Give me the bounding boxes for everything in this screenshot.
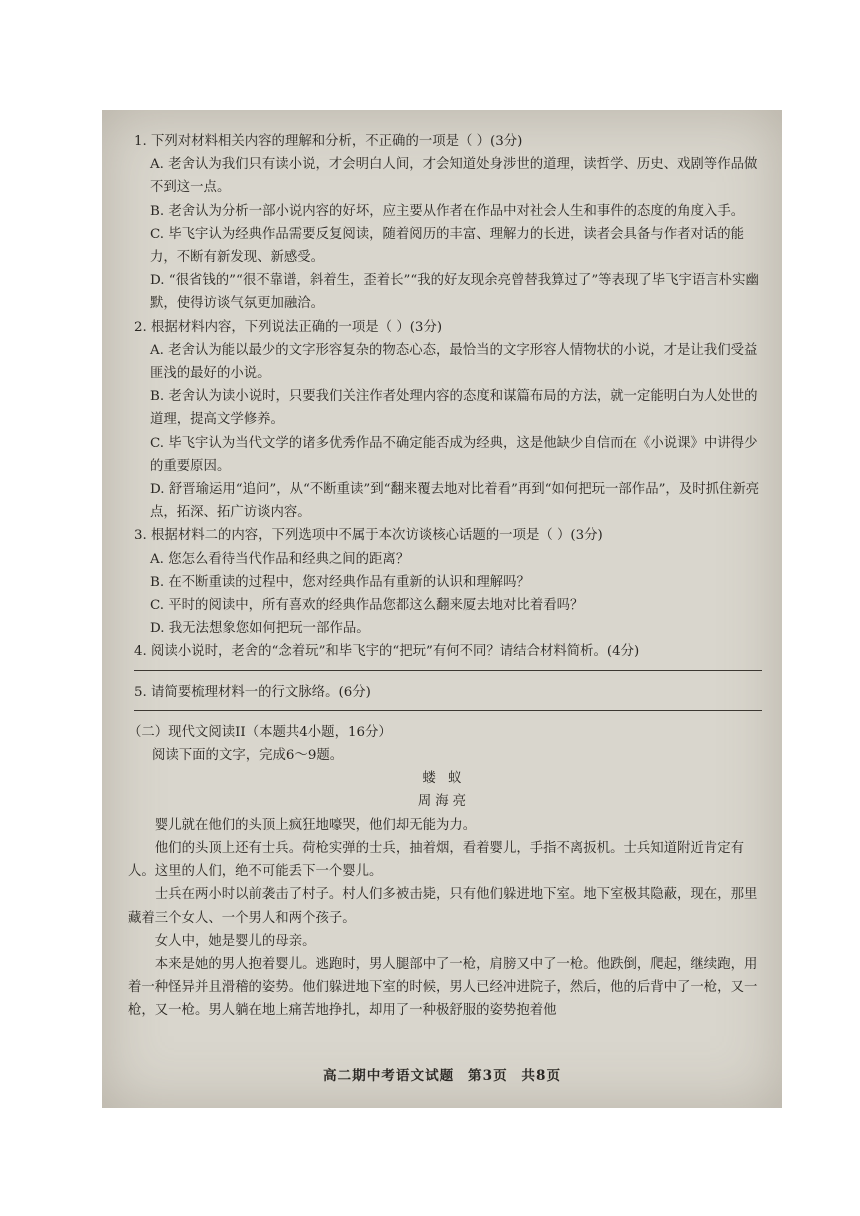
question-3-option-b: B. 在不断重读的过程中，您对经典作品有重新的认识和理解吗？	[150, 574, 530, 590]
question-1-option-b: B. 老舍认为分析一部小说内容的好坏，应主要从作者在作品中对社会人生和事件的态度的角度入手。	[150, 203, 745, 219]
story-paragraph-2: 他们的头顶上还有士兵。荷枪实弹的士兵，抽着烟，看着婴儿，手指不离扳机。士兵知道附近肯定有人。这里的人们，绝不可能丢下一个婴儿。	[128, 840, 744, 880]
story-title: 蝼 蚁	[422, 771, 466, 787]
story-paragraph-5: 本来是她的男人抱着婴儿。逃跑时，男人腿部中了一枪，肩膀又中了一枪。他跌倒，爬起，继续跑，用着一种怪异并且滑稽的姿势。他们躲进地下室的时候，男人已经冲进院子，然后，他的后背中了一枪，又一枪，又一枪。男人躺在地上痛苦地挣扎，却用了一种极舒服的姿势抱着他	[128, 956, 758, 1019]
question-5-stem: 5. 请简要梳理材料一的行文脉络。(6分)	[134, 684, 371, 700]
question-3-stem: 3. 根据材料二的内容，下列选项中不属于本次访谈核心话题的一项是（ ）(3分)	[134, 528, 603, 544]
footer-total-pages: 共8页	[521, 1068, 562, 1084]
question-4-stem: 4. 阅读小说时，老舍的“念着玩”和毕飞宇的“把玩”有何不同？请结合材料简析。(4分)	[134, 644, 640, 660]
question-1-option-c: C. 毕飞宇认为经典作品需要反复阅读，随着阅历的丰富、理解力的长进，读者会具备与作者对话的能力，不断有新发现、新感受。	[150, 226, 745, 266]
question-3-option-d: D. 我无法想象您如何把玩一部作品。	[150, 621, 370, 637]
exam-page	[102, 110, 782, 1108]
question-1-option-a: A. 老舍认为我们只有读小说，才会明白人间，才会知道处身涉世的道理，读哲学、历史、戏剧等作品做不到这一点。	[150, 157, 758, 196]
question-4-answer-line	[134, 670, 762, 671]
footer-page-number: 第3页	[468, 1068, 508, 1084]
question-5-answer-line	[134, 710, 762, 711]
page-footer	[102, 1064, 782, 1084]
page-content	[124, 130, 764, 1023]
question-3-option-c: C. 平时的阅读中，所有喜欢的经典作品您都这么翻来厦去地对比着看吗？	[150, 598, 584, 614]
question-2-option-d: D. 舒晋瑜运用“追问”，从“不断重读”到“翻来覆去地对比着看”再到“如何把玩一部作品”，及时抓住新亮点，拓深、拓广访谈内容。	[150, 482, 760, 521]
section-2-heading: （二）现代文阅读II（本题共4小题，16分）	[128, 724, 392, 740]
story-paragraph-1: 婴儿就在他们的头顶上疯狂地嚎哭，他们却无能为力。	[154, 817, 477, 833]
section-2-instruction: 阅读下面的文字，完成6～9题。	[152, 748, 344, 764]
question-2-option-a: A. 老舍认为能以最少的文字形容复杂的物态心态，最恰当的文字形容人情物状的小说，才是让我们受益匪浅的最好的小说。	[150, 342, 758, 382]
question-1-stem: 1. 下列对材料相关内容的理解和分析，不正确的一项是（ ）(3分)	[134, 134, 523, 149]
question-2-option-c: C. 毕飞宇认为当代文学的诸多优秀作品不确定能否成为经典，这是他缺少自信而在《小说课》中讲得少的重要原因。	[150, 435, 758, 474]
question-2-stem: 2. 根据材料内容，下列说法正确的一项是（ ）(3分)	[134, 319, 443, 335]
question-3-option-a: A. 您怎么看待当代作品和经典之间的距离？	[150, 551, 410, 567]
story-paragraph-3: 士兵在两小时以前袭击了村子。村人们多被击毙，只有他们躲进地下室。地下室极其隐蔽，现在，那里藏着三个女人、一个男人和两个孩子。	[128, 887, 758, 926]
question-2-option-b: B. 老舍认为读小说时，只要我们关注作者处理内容的态度和谋篇布局的方法，就一定能明白为人处世的道理，提高文学修养。	[150, 389, 758, 428]
story-paragraph-4: 女人中，她是婴儿的母亲。	[154, 933, 316, 949]
story-author: 周海亮	[417, 794, 471, 810]
footer-exam-name: 高二期中考语文试题	[322, 1068, 455, 1084]
question-1-option-d: D. “很省钱的”“很不靠谱，斜着生，歪着长”“我的好友现余亮曾替我算过了”等表现了毕飞宇语言朴实幽默，使得访谈气氛更加融洽。	[150, 273, 759, 312]
